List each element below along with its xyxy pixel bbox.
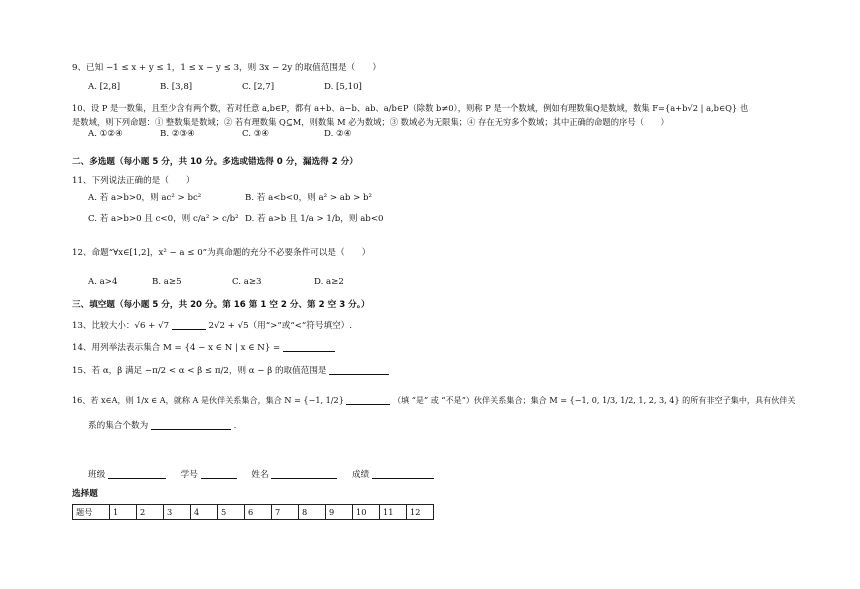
section3-title: 三、填空题（每小题 5 分，共 20 分。第 16 第 1 空 2 分、第 2 空 3 分。）	[72, 300, 370, 310]
q13	[72, 320, 352, 332]
q16-line2: 系的集合个数为 .	[88, 421, 237, 431]
question-number-cell: 2	[137, 505, 164, 520]
question-number-cell: 9	[326, 505, 353, 520]
q12-options	[88, 277, 366, 288]
score-label: 成绩	[352, 470, 370, 480]
q12-option-b: B. a≥5	[152, 277, 182, 287]
score-field[interactable]	[372, 469, 434, 479]
question-number-cell: 10	[353, 505, 380, 520]
q10-option-d: D. ②④	[324, 129, 352, 139]
q13-text-after: 2√2 + √5（用“>”或“<”符号填空）.	[208, 321, 353, 331]
class-label: 班级	[88, 470, 106, 480]
q12-option-c: C. a≥3	[232, 277, 262, 287]
answer-table	[72, 504, 434, 520]
q16-text-middle: （填 “是” 或 “不是”）伙伴关系集合；集合 M = {−1, 0, 1/3, 1/2, 1, 2, 3, 4} 的所有非空子集中，具有伙伴关	[393, 395, 796, 405]
q9-option-d: D. [5,10]	[324, 82, 362, 92]
class-field[interactable]	[108, 469, 166, 479]
q9-option-b: B. [3,8]	[160, 82, 193, 92]
q10-option-a: A. ①②④	[88, 129, 123, 139]
q12-stem: 12、命题“∀x∈[1,2]，x² − a ≤ 0”为真命题的充分不必要条件可以是（ ）	[72, 248, 371, 258]
q11-option-d: D. 若 a>b 且 1/a > 1/b，则 ab<0	[245, 214, 384, 224]
q10-option-c: C. ③④	[242, 129, 270, 139]
q10-option-b: B. ②③④	[160, 129, 195, 139]
q9-option-a: A. [2,8]	[88, 82, 121, 92]
question-number-cell: 4	[191, 505, 218, 520]
name-field[interactable]	[271, 469, 337, 479]
q10-stem-line1: 10、设 P 是一数集，且至少含有两个数，若对任意 a,b∈P，都有 a+b、a−b、ab、a/b∈P（除数 b≠0），则称 P 是一个数域，例如有理数集Q是数域，数集 F={a+b√2 | a,b∈Q} 也	[72, 103, 749, 113]
q14-answer-blank[interactable]	[283, 342, 335, 352]
question-number-cell: 7	[272, 505, 299, 520]
question-number-cell: 6	[245, 505, 272, 520]
student-id-label: 学号	[180, 470, 198, 480]
q14-text: 14、用列举法表示集合 M = {4 − x ∈ N | x ∈ N} =	[72, 343, 281, 353]
q10-stem-line2: 是数域，则下列命题：① 整数集是数域；② 若有理数集 Q⊆M，则数集 M 必为数域；③ 数域必为无限集；④ 存在无穷多个数域；其中正确的命题的序号（ ）	[72, 117, 669, 127]
q11-option-a: A. 若 a>b>0，则 ac² > bc²	[88, 193, 202, 203]
q15	[72, 365, 389, 377]
q11-option-b: B. 若 a<b<0，则 a² > ab > b²	[245, 193, 372, 203]
answer-table-heading: 选择题	[72, 489, 98, 499]
q10-options	[88, 129, 373, 140]
name-label: 姓名	[251, 470, 269, 480]
q14	[72, 342, 335, 354]
q11-option-c: C. 若 a>b>0 且 c<0，则 c/a² > c/b²	[88, 214, 239, 224]
q9-option-c: C. [2,7]	[242, 82, 275, 92]
question-number-cell: 5	[218, 505, 245, 520]
q13-answer-blank[interactable]	[172, 320, 206, 330]
q9-stem: 9、已知 −1 ≤ x + y ≤ 1，1 ≤ x − y ≤ 3，则 3x − 2y 的取值范围是（ ）	[72, 63, 381, 73]
q16-text-line2: 系的集合个数为	[88, 421, 149, 431]
question-number-cell: 1	[110, 505, 137, 520]
student-info	[88, 469, 434, 481]
q12-option-a: A. a>4	[88, 277, 118, 287]
section2-title: 二、多选题（每小题 5 分，共 10 分。多选或错选得 0 分，漏选得 2 分）	[72, 157, 358, 167]
q12-option-d: D. a≥2	[314, 277, 344, 287]
question-number-cell: 8	[299, 505, 326, 520]
question-number-cell: 3	[164, 505, 191, 520]
answer-table-row	[73, 505, 434, 520]
question-number-cell: 11	[380, 505, 407, 520]
q16-text-before: 16、若 x∈A，则 1/x ∈ A，就称 A 是伙伴关系集合，集合 N = {−1, 1/2}	[72, 395, 344, 405]
q13-text-before: 13、比较大小：√6 + √7	[72, 321, 170, 331]
q15-answer-blank[interactable]	[329, 365, 389, 375]
q16-line1	[72, 395, 796, 405]
q11-stem: 11、下列说法正确的是（ ）	[72, 176, 195, 186]
q16-blank-1[interactable]	[346, 395, 390, 405]
q16-blank-2[interactable]	[151, 420, 231, 430]
q15-text: 15、若 α，β 满足 −π/2 < α < β ≤ π/2，则 α − β 的取值范围是	[72, 366, 327, 376]
answer-table-header-cell: 题号	[73, 505, 110, 520]
student-id-field[interactable]	[201, 469, 237, 479]
question-number-cell: 12	[407, 505, 434, 520]
q9-options	[88, 82, 384, 93]
